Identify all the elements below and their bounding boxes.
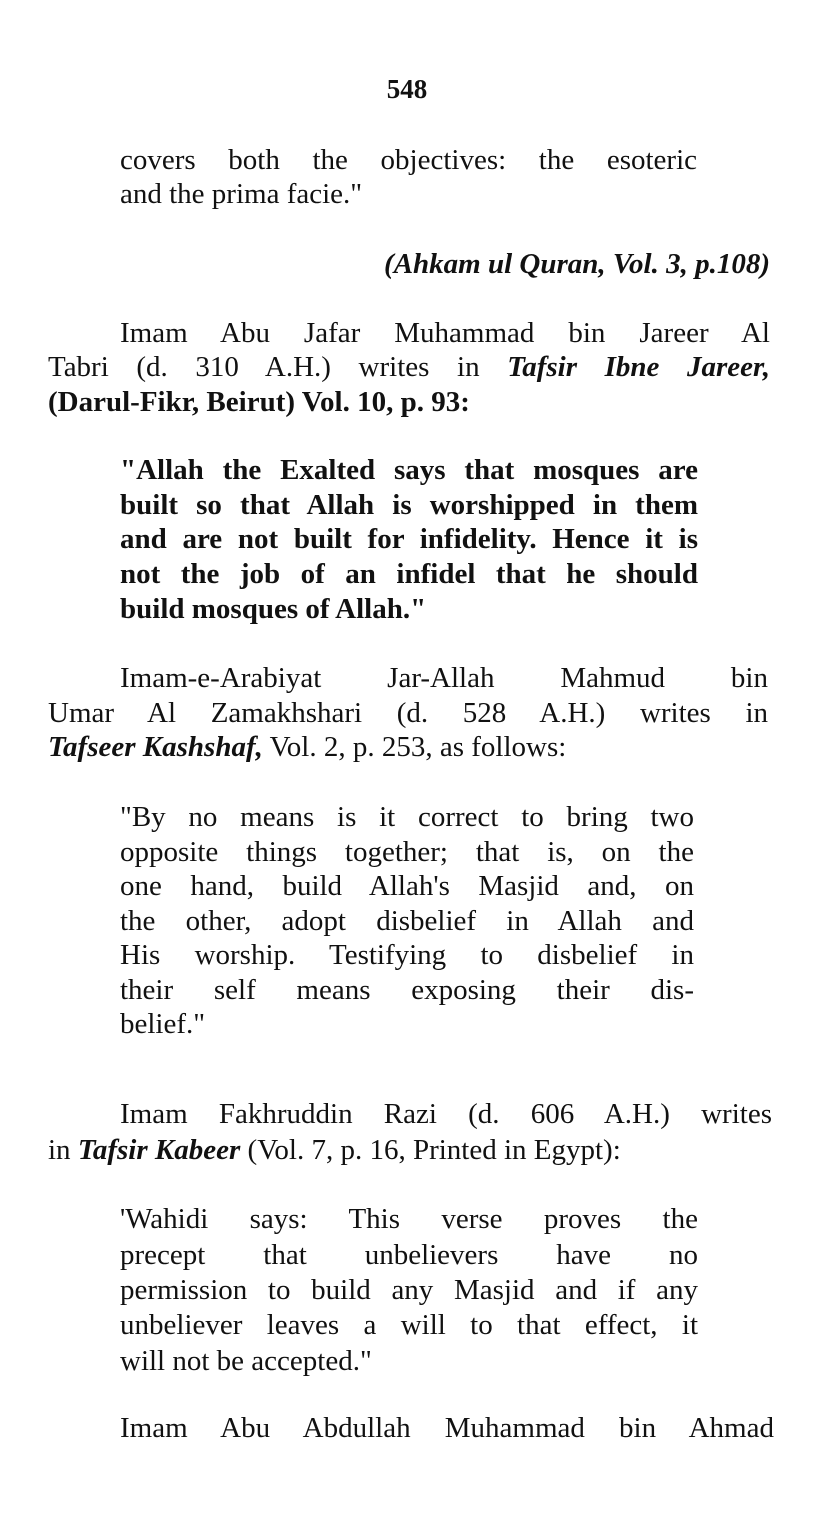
quote-line: built so that Allah is worshipped in them (120, 489, 698, 521)
paragraph-text: Tabri (d. 310 A.H.) writes in (48, 351, 508, 383)
quote-line: 'Wahidi says: This verse proves the (120, 1203, 698, 1235)
paragraph-text: Vol. 2, p. 253, as follows: (262, 731, 567, 763)
paragraph-line (48, 1133, 621, 1167)
paragraph-line (48, 350, 770, 384)
paragraph-line: Imam Abu Abdullah Muhammad bin Ahmad (120, 1412, 774, 1444)
quote-line: "By no means is it correct to bring two (120, 801, 694, 833)
paragraph-text: in (48, 1134, 78, 1166)
paragraph-text: (Vol. 7, p. 16, Printed in Egypt): (240, 1134, 621, 1166)
quote-line: the other, adopt disbelief in Allah and (120, 905, 694, 937)
quote-line: precept that unbelievers have no (120, 1239, 698, 1271)
quote-line: build mosques of Allah." (120, 593, 427, 625)
book-title: Tafsir Ibne Jareer, (507, 351, 770, 383)
paragraph-line: Imam Abu Jafar Muhammad bin Jareer Al (120, 317, 770, 349)
quote-line: opposite things together; that is, on the (120, 836, 694, 868)
paragraph-line: (Darul-Fikr, Beirut) Vol. 10, p. 93: (48, 386, 470, 418)
quote-line: will not be accepted." (120, 1345, 372, 1377)
paragraph-line: Umar Al Zamakhshari (d. 528 A.H.) writes in (48, 697, 768, 729)
quote-line: one hand, build Allah's Masjid and, on (120, 870, 694, 902)
paragraph-line: Imam Fakhruddin Razi (d. 606 A.H.) writes (120, 1098, 772, 1130)
book-title: Tafsir Kabeer (77, 1134, 241, 1166)
page-number: 548 (386, 74, 428, 104)
citation: (Ahkam ul Quran, Vol. 3, p.108) (384, 248, 770, 280)
paragraph-line (48, 730, 566, 764)
paragraph-line: Imam-e-Arabiyat Jar-Allah Mahmud bin (120, 662, 768, 694)
quote-line: covers both the objectives: the esoteric (120, 144, 697, 176)
quote-line: permission to build any Masjid and if any (120, 1274, 698, 1306)
quote-line: and the prima facie." (120, 178, 363, 210)
quote-line: His worship. Testifying to disbelief in (120, 939, 694, 971)
quote-line: unbeliever leaves a will to that effect, it (120, 1309, 698, 1341)
quote-line: belief." (120, 1008, 206, 1040)
quote-line: and are not built for infidelity. Hence it is (120, 523, 698, 555)
book-title: Tafseer Kashshaf, (48, 731, 263, 763)
quote-line: their self means exposing their dis- (120, 974, 694, 1006)
quote-line: not the job of an infidel that he should (120, 558, 698, 590)
quote-line: "Allah the Exalted says that mosques are (120, 454, 698, 486)
